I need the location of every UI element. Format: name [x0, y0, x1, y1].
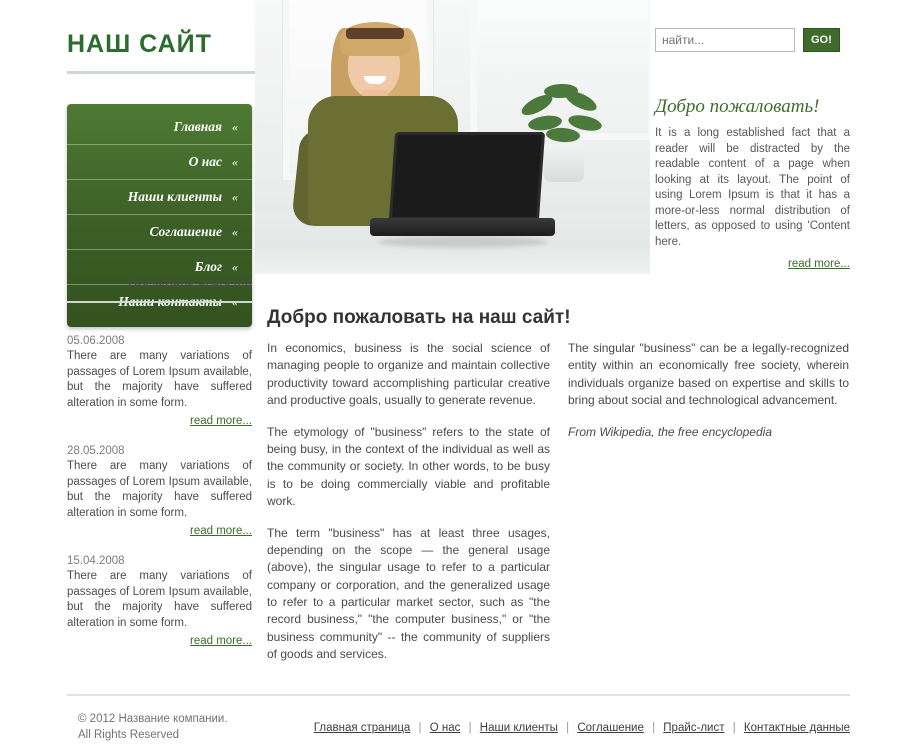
- nav-item-label: Блог: [194, 259, 222, 274]
- search-go-button[interactable]: GO!: [803, 28, 840, 52]
- footer-navigation: [314, 722, 850, 734]
- copyright-line-2: All Rights Reserved: [78, 728, 179, 741]
- nav-item-agreement[interactable]: [67, 215, 252, 250]
- nav-item-label: Наши контакты: [118, 294, 222, 309]
- footer-link-home[interactable]: Главная страница: [313, 722, 411, 734]
- nav-item-clients[interactable]: [67, 180, 252, 215]
- footer-separator: |: [652, 722, 656, 734]
- nav-item-about[interactable]: [67, 145, 252, 180]
- sunglasses-icon: [346, 28, 404, 39]
- news-list: [67, 335, 252, 665]
- welcome-read-more-link[interactable]: read more...: [788, 258, 850, 271]
- footer-separator: |: [732, 722, 736, 734]
- chevron-left-icon: «: [232, 294, 238, 309]
- search-box: [655, 28, 840, 52]
- footer-separator: |: [566, 722, 570, 734]
- news-text: There are many variations of passages of Lorem Ipsum available, but the majority have suffered alteration in some form.: [67, 570, 252, 629]
- chevron-left-icon: «: [232, 189, 238, 204]
- site-title: НАШ САЙТ: [67, 30, 277, 74]
- news-heading: Последние новости: [67, 276, 252, 303]
- news-text: There are many variations of passages of Lorem Ipsum available, but the majority have suffered alteration in some form.: [67, 460, 252, 519]
- nav-item-label: О нас: [188, 154, 222, 169]
- news-read-more-link[interactable]: read more...: [190, 635, 252, 648]
- footer-link-about[interactable]: О нас: [429, 722, 461, 734]
- chevron-left-icon: «: [232, 259, 238, 274]
- content-column-left: [267, 340, 550, 678]
- content-paragraph: The singular "business" can be a legally-recognized entity within an economically free society, wherein individuals organize based on expertise and skills to bring about social and technological advancement.: [568, 341, 849, 408]
- chevron-left-icon: «: [232, 224, 238, 239]
- news-date: 15.04.2008: [67, 555, 125, 568]
- footer-link-agreement[interactable]: Соглашение: [577, 722, 644, 734]
- laptop-icon: [370, 132, 555, 252]
- chevron-left-icon: «: [232, 154, 238, 169]
- content-column-right: [568, 340, 849, 455]
- news-date: 05.06.2008: [67, 335, 125, 347]
- content-source: From Wikipedia, the free encyclopedia: [568, 424, 772, 439]
- copyright: [78, 712, 228, 743]
- news-item: [67, 555, 252, 647]
- news-read-more-link[interactable]: read more...: [190, 525, 252, 538]
- footer-link-pricelist[interactable]: Прайс-лист: [663, 722, 725, 734]
- content-paragraph: The term "business" has at least three usages, depending on the scope — the general usage (above), the singular usage to refer to a particular company or corporation, and the generalized usage to refer to a particular market sector, such as "the record business," "the computer business," or "the business community" -- the community of suppliers of goods and services.: [267, 525, 550, 662]
- welcome-title: Добро пожаловать!: [655, 96, 820, 117]
- content-paragraph: In economics, business is the social science of managing people to organize and maintain collective productivity toward accomplishing particular creative and productive goals, usually to generate revenue.: [267, 341, 550, 408]
- nav-item-label: Соглашение: [149, 224, 222, 239]
- chevron-left-icon: «: [232, 119, 238, 134]
- content-paragraph: The etymology of "business" refers to the state of being busy, in the context of the individual as well as the community or society. In other words, to be busy is to be doing commercially viable and profitable work.: [267, 424, 550, 509]
- nav-item-label: Наши клиенты: [127, 189, 222, 204]
- footer-link-clients[interactable]: Наши клиенты: [479, 722, 558, 734]
- copyright-line-1: © 2012 Название компании.: [78, 713, 228, 725]
- nav-item-label: Главная: [173, 119, 222, 134]
- hero-image: [255, 0, 650, 274]
- footer-separator: |: [418, 722, 422, 734]
- welcome-panel: [655, 96, 850, 270]
- news-item: [67, 335, 252, 427]
- footer-separator: |: [468, 722, 472, 734]
- welcome-body: It is a long established fact that a reader will be distracted by the readable content of a page when looking at its layout. The point of using Lorem Ipsum is that it has a more-or-less normal distribution of letters, as opposed to using 'Content here.: [655, 127, 850, 248]
- hero-reflection: [255, 244, 650, 274]
- news-read-more-link[interactable]: read more...: [190, 415, 252, 428]
- page-title: Добро пожаловать на наш сайт!: [267, 306, 571, 328]
- nav-item-home[interactable]: [67, 110, 252, 145]
- footer-link-contacts[interactable]: Контактные данные: [743, 722, 850, 734]
- footer-divider: [67, 694, 850, 696]
- news-date: 28.05.2008: [67, 445, 125, 458]
- news-item: [67, 445, 252, 537]
- search-input[interactable]: [655, 28, 795, 52]
- news-text: There are many variations of passages of Lorem Ipsum available, but the majority have suffered alteration in some form.: [67, 350, 252, 409]
